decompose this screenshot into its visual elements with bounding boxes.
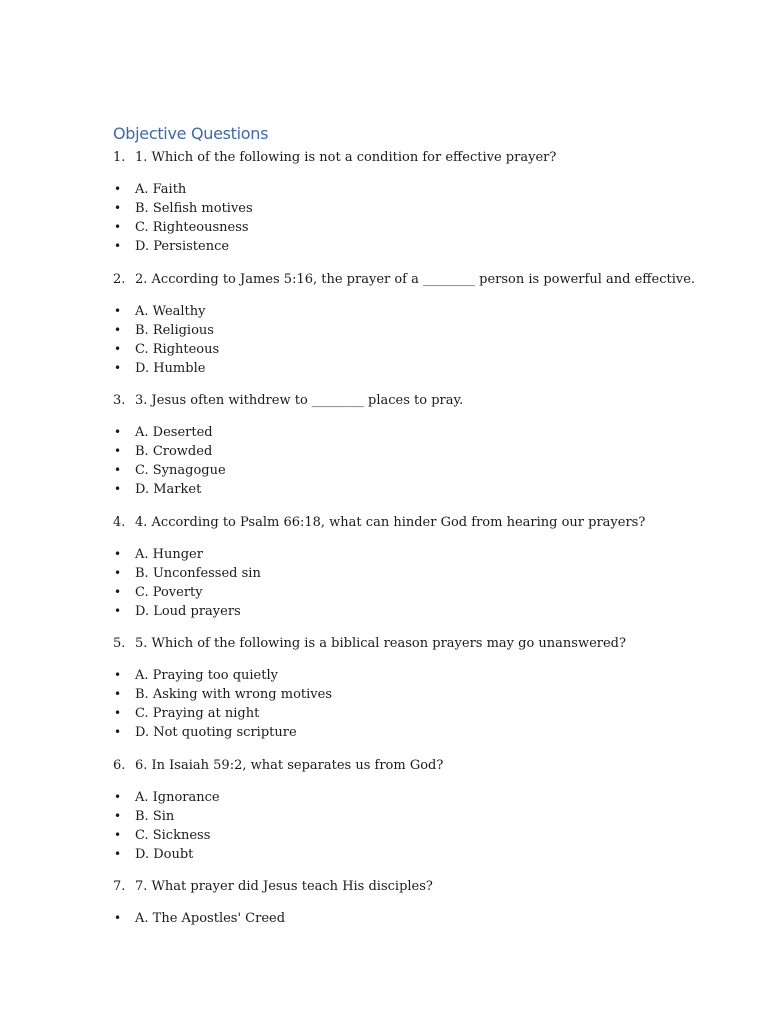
section-heading: Objective Questions (113, 124, 269, 143)
question-number: 2. (113, 272, 126, 287)
bullet-icon: • (114, 304, 122, 318)
question-number: 7. (113, 879, 126, 894)
option-text: A. Ignorance (135, 790, 220, 805)
option-text: A. Wealthy (135, 304, 206, 319)
bullet-icon: • (114, 361, 122, 375)
option-text: A. Faith (135, 182, 187, 197)
bullet-icon: • (114, 604, 122, 618)
option-text: C. Poverty (135, 585, 203, 600)
bullet-icon: • (114, 220, 122, 234)
bullet-icon: • (114, 201, 122, 215)
option-text: B. Crowded (135, 444, 213, 459)
option-text: B. Religious (135, 323, 214, 338)
option-text: D. Market (135, 482, 202, 497)
option-text: C. Synagogue (135, 463, 226, 478)
option-text: A. Hunger (135, 547, 203, 562)
question-number: 4. (113, 515, 126, 530)
bullet-icon: • (114, 342, 122, 356)
question-text: 1. Which of the following is not a condition for effective prayer? (135, 150, 557, 165)
option-text: D. Not quoting scripture (135, 725, 297, 740)
bullet-icon: • (114, 911, 122, 925)
question-number: 5. (113, 636, 126, 651)
bullet-icon: • (114, 725, 122, 739)
question-text: 4. According to Psalm 66:18, what can hinder God from hearing our prayers? (135, 515, 646, 530)
option-text: C. Sickness (135, 828, 211, 843)
bullet-icon: • (114, 482, 122, 496)
option-text: B. Unconfessed sin (135, 566, 261, 581)
option-text: A. Praying too quietly (135, 668, 278, 683)
bullet-icon: • (114, 585, 122, 599)
bullet-icon: • (114, 463, 122, 477)
bullet-icon: • (114, 668, 122, 682)
option-text: D. Humble (135, 361, 206, 376)
bullet-icon: • (114, 706, 122, 720)
question-number: 1. (113, 150, 126, 165)
option-text: D. Persistence (135, 239, 230, 254)
question-text: 2. According to James 5:16, the prayer of a ________ person is powerful and effective. (135, 272, 696, 287)
bullet-icon: • (114, 687, 122, 701)
bullet-icon: • (114, 790, 122, 804)
bullet-icon: • (114, 182, 122, 196)
option-text: D. Loud prayers (135, 604, 241, 619)
bullet-icon: • (114, 566, 122, 580)
question-text: 6. In Isaiah 59:2, what separates us from God? (135, 758, 444, 773)
bullet-icon: • (114, 444, 122, 458)
option-text: D. Doubt (135, 847, 194, 862)
option-text: A. The Apostles' Creed (135, 911, 286, 926)
option-text: B. Sin (135, 809, 175, 824)
question-number: 3. (113, 393, 126, 408)
option-text: A. Deserted (135, 425, 213, 440)
bullet-icon: • (114, 809, 122, 823)
option-text: C. Praying at night (135, 706, 260, 721)
bullet-icon: • (114, 847, 122, 861)
bullet-icon: • (114, 323, 122, 337)
question-text: 3. Jesus often withdrew to ________ places to pray. (135, 393, 464, 408)
question-text: 5. Which of the following is a biblical reason prayers may go unanswered? (135, 636, 626, 651)
option-text: C. Righteousness (135, 220, 249, 235)
question-number: 6. (113, 758, 126, 773)
option-text: C. Righteous (135, 342, 220, 357)
question-text: 7. What prayer did Jesus teach His disciples? (135, 879, 433, 894)
bullet-icon: • (114, 425, 122, 439)
bullet-icon: • (114, 547, 122, 561)
bullet-icon: • (114, 828, 122, 842)
option-text: B. Selfish motives (135, 201, 253, 216)
bullet-icon: • (114, 239, 122, 253)
option-text: B. Asking with wrong motives (135, 687, 332, 702)
